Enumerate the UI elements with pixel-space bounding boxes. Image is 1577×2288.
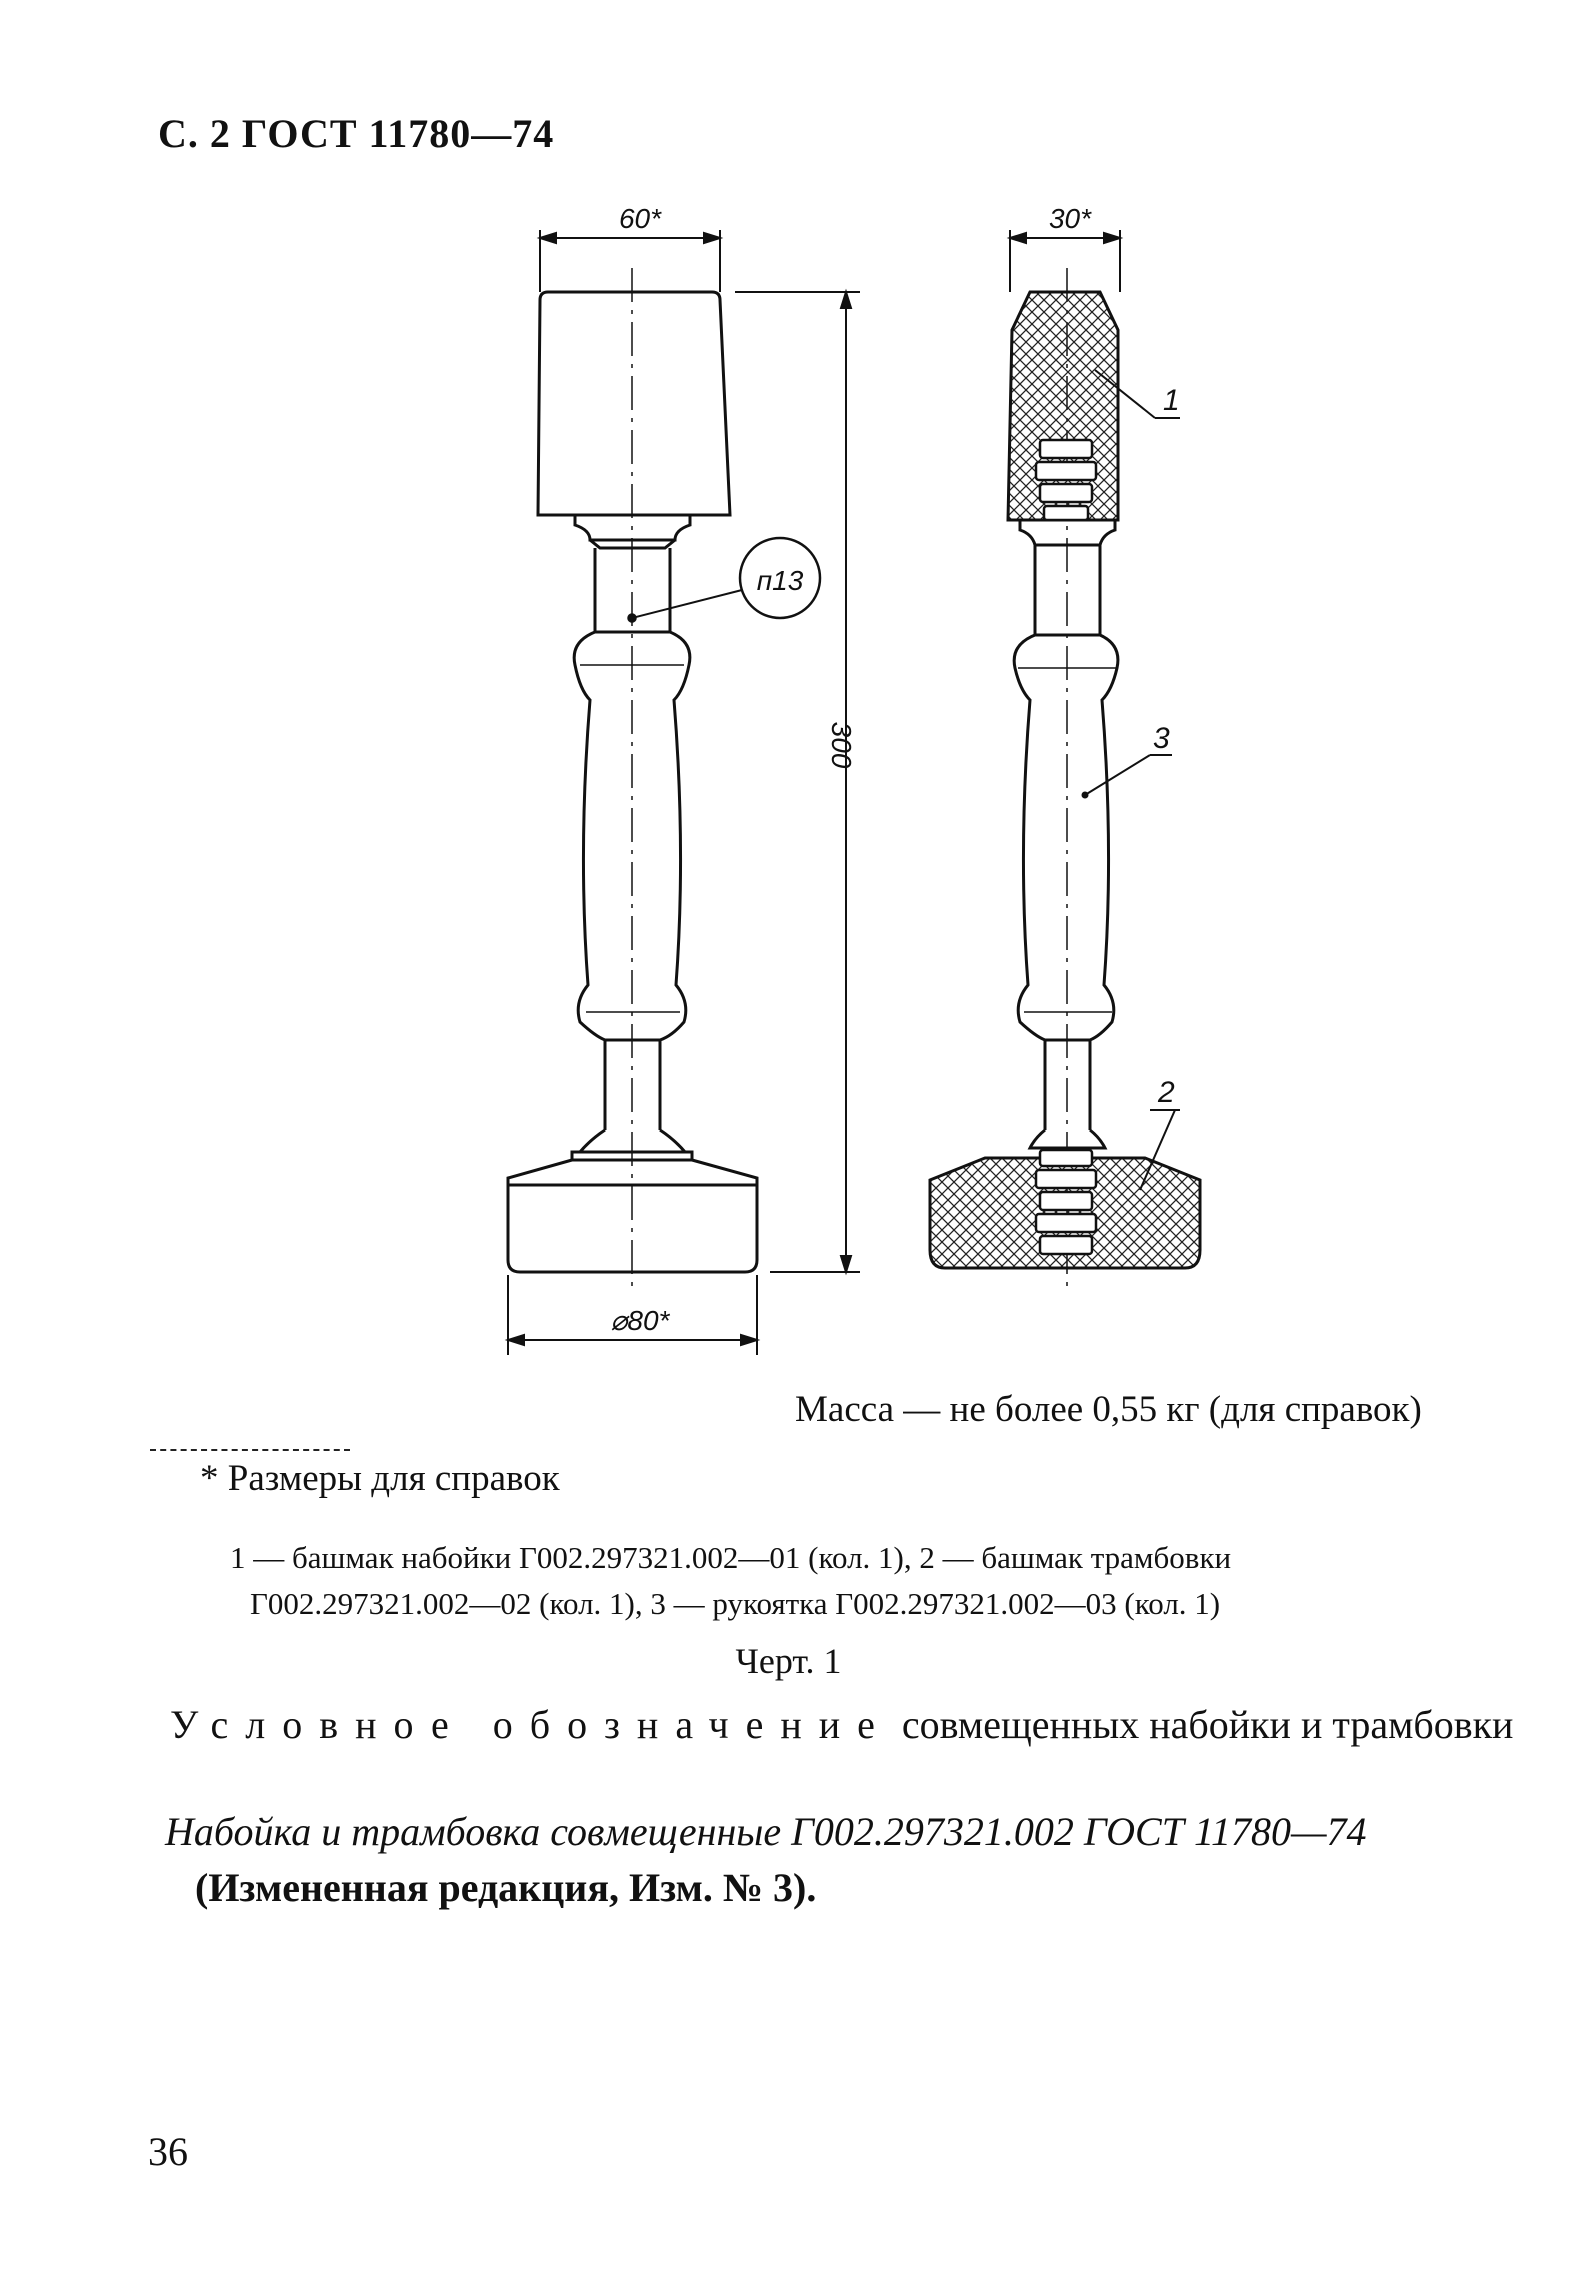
designation-rest: совмещенных набойки и трамбовки [891,1702,1514,1747]
leader-2-label: 2 [1158,1076,1175,1109]
dimension-base-label: ⌀80* [610,1305,670,1336]
dimension-height-label: 300 [826,721,857,769]
left-view [508,268,757,1290]
page-header: С. 2 ГОСТ 11780—74 [158,111,555,156]
footnote: * Размеры для справок [200,1458,560,1499]
changed-note: (Измененная редакция, Изм. № 3). [195,1865,817,1910]
right-handle [1014,635,1118,1040]
footnote-rule [150,1449,350,1451]
dimension-height [735,292,860,1272]
legend-line-2: Г002.297321.002—02 (кол. 1), 3 — рукоятка Г002.297321.002—03 (кол. 1) [250,1586,1221,1621]
legend [230,1535,1470,1627]
callout-label: п13 [756,565,804,596]
page-number: 36 [148,2129,188,2174]
dimension-width-right-label: 30* [1048,203,1092,234]
designation-paragraph [170,1700,1530,1750]
dimension-width-left-label: 60* [618,203,662,234]
legend-line-1: 1 — башмак набойки Г002.297321.002—01 (кол. 1), 2 — башмак трамбовки [230,1540,1232,1575]
designation-spaced: Условное обозначение [170,1702,892,1747]
figure-caption: Черт. 1 [735,1641,842,1681]
leader-1-label: 1 [1163,384,1180,417]
dimension-width-left [540,230,720,292]
dimension-width-right [1010,230,1120,292]
left-head [538,292,730,515]
leader-3-label: 3 [1153,722,1170,755]
designation-example: Набойка и трамбовка совмещенные Г002.297321.002 ГОСТ 11780—74 [165,1809,1367,1854]
right-view [930,268,1200,1290]
mass-note: Масса — не более 0,55 кг (для справок) [795,1389,1422,1430]
